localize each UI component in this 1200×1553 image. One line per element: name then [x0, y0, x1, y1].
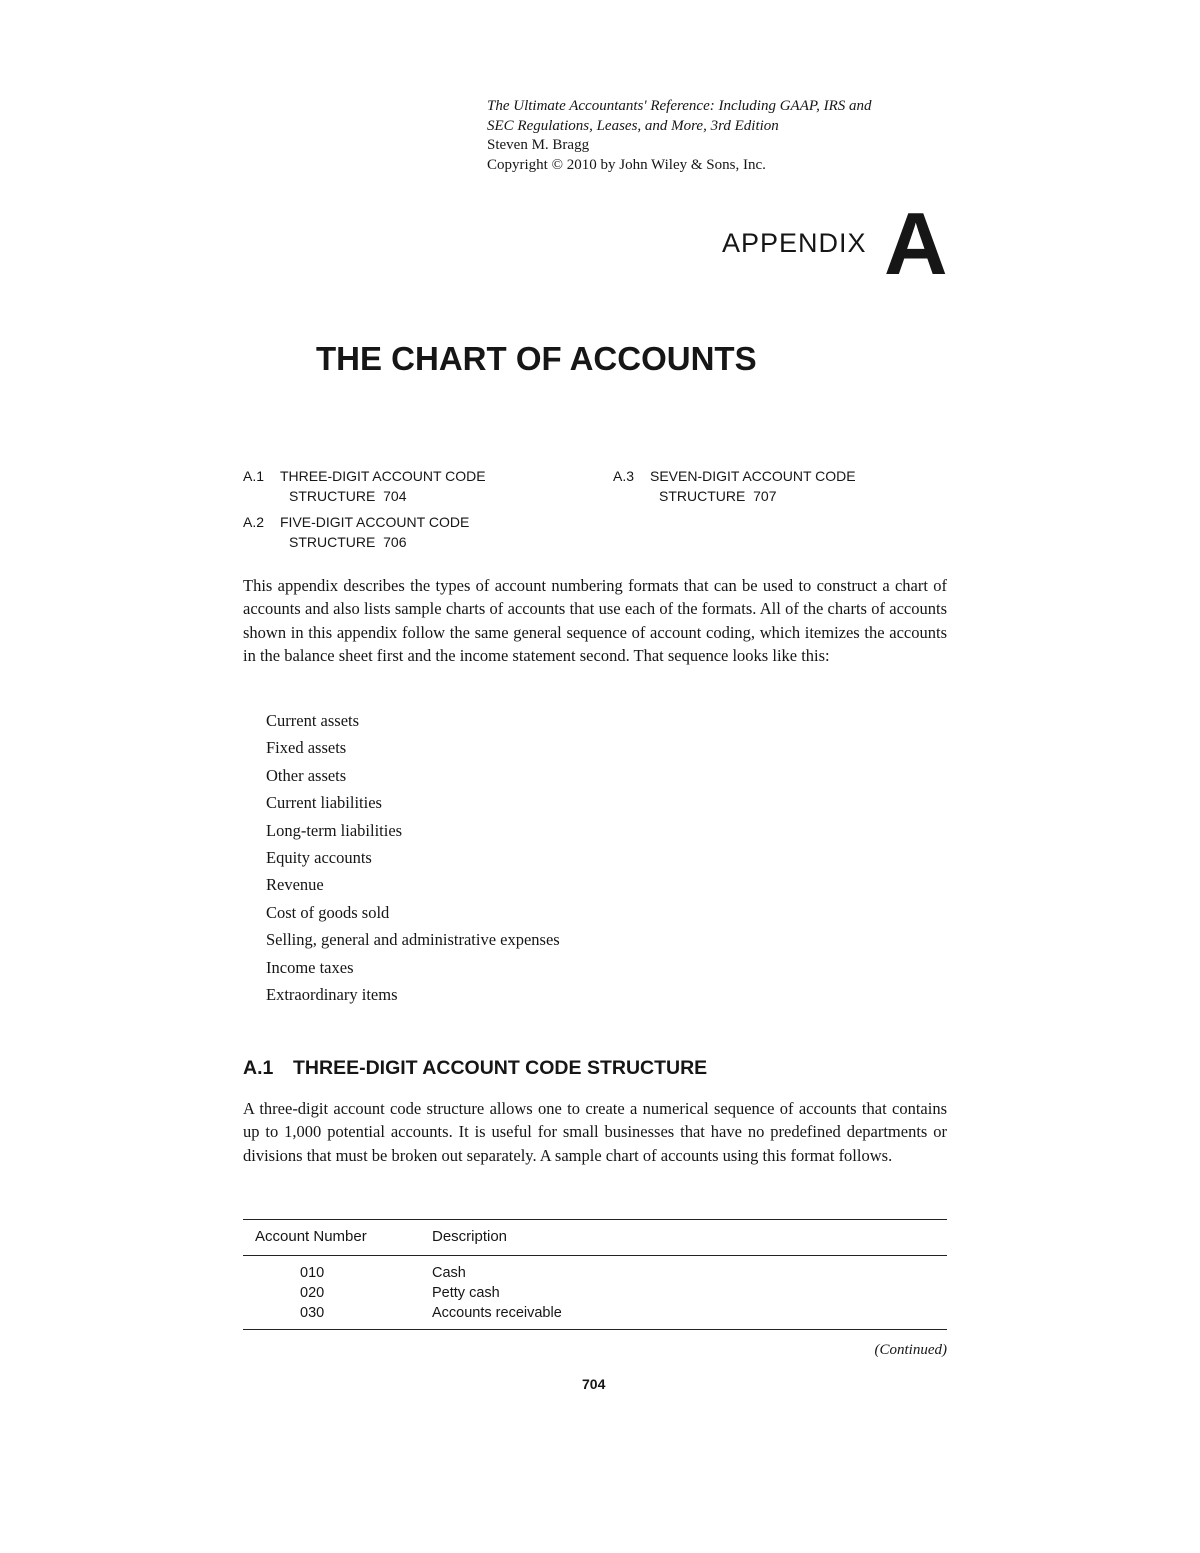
list-item: Revenue: [266, 875, 324, 895]
list-item: Extraordinary items: [266, 985, 398, 1005]
citation-author: Steven M. Bragg: [487, 137, 590, 153]
list-item: Other assets: [266, 765, 347, 785]
toc-title-cont: STRUCTURE: [659, 488, 746, 504]
list-item: Cost of goods sold: [266, 902, 390, 922]
column-header-description: Description: [432, 1228, 508, 1245]
table-bottom-rule: [243, 1329, 947, 1330]
list-item: Long-term liabilities: [266, 820, 403, 840]
table-row-account-number: 020: [300, 1285, 325, 1301]
intro-paragraph: This appendix describes the types of account numbering formats that can be used to construct a chart of accounts and also lists sample charts of accounts that use each of the formats. All of the charts of accounts shown in this appendix follow the same general sequence of account coding, which itemizes the accounts in the balance sheet first and the income statement second. That sequence looks like this:: [243, 576, 947, 666]
column-header-account-number: Account Number: [255, 1228, 367, 1245]
account-sequence-list: [266, 707, 560, 1008]
toc-number: A.2: [243, 514, 265, 530]
toc-title-cont: STRUCTURE: [289, 534, 376, 550]
continued-note: (Continued): [874, 1342, 947, 1358]
section-heading: [243, 1057, 707, 1080]
table-row-account-number: 030: [300, 1305, 325, 1321]
citation-title-line2: SEC Regulations, Leases, and More, 3rd Edition: [487, 117, 779, 134]
table-row-account-number: 010: [300, 1265, 325, 1281]
section-number: A.1: [243, 1057, 274, 1079]
citation-title-line1: The Ultimate Accountants' Reference: Including GAAP, IRS and: [487, 98, 872, 114]
table-row-description: Petty cash: [432, 1285, 500, 1301]
toc-number: A.1: [243, 468, 265, 484]
toc-title: SEVEN-DIGIT ACCOUNT CODE: [650, 468, 856, 484]
toc-page: 706: [383, 534, 407, 550]
appendix-letter: A: [884, 194, 948, 293]
table-header-rule: [243, 1255, 947, 1256]
section-body: A three-digit account code structure allows one to create a numerical sequence of accounts that contains up to 1,000 potential accounts. It is useful for small businesses that have no predefined departments or divisions that must be broken out separately. A sample chart of accounts using this format follows.: [243, 1099, 947, 1165]
chapter-title: THE CHART OF ACCOUNTS: [316, 340, 757, 377]
toc-title: FIVE-DIGIT ACCOUNT CODE: [280, 514, 470, 530]
list-item: Selling, general and administrative expenses: [266, 930, 560, 950]
table-top-rule: [243, 1219, 947, 1220]
list-item: Current liabilities: [266, 793, 382, 813]
citation-copyright: Copyright © 2010 by John Wiley & Sons, Inc.: [487, 156, 766, 173]
section-title: THREE-DIGIT ACCOUNT CODE STRUCTURE: [293, 1057, 708, 1079]
list-item: Income taxes: [266, 957, 354, 977]
toc-page: 707: [753, 488, 777, 504]
toc-title: THREE-DIGIT ACCOUNT CODE: [280, 468, 486, 484]
table-row-description: Cash: [432, 1265, 466, 1281]
table-row-description: Accounts receivable: [432, 1305, 562, 1321]
list-item: Fixed assets: [266, 738, 347, 758]
list-item: Current assets: [266, 711, 360, 730]
page-number: 704: [582, 1376, 606, 1392]
toc-page: 704: [383, 488, 407, 504]
toc-title-cont: STRUCTURE: [289, 488, 376, 504]
toc-number: A.3: [613, 468, 635, 484]
list-item: Equity accounts: [266, 848, 372, 868]
citation-block: [487, 97, 957, 175]
appendix-label: APPENDIX: [722, 228, 867, 258]
